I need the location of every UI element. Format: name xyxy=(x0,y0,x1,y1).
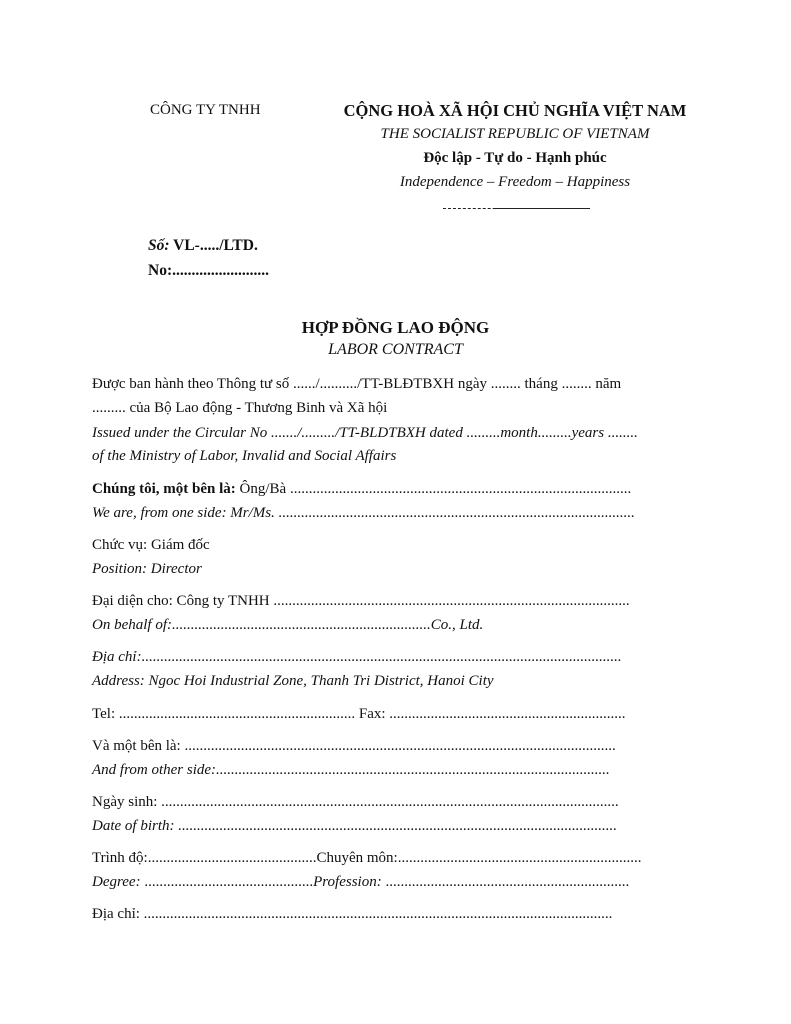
so-value: VL-...../LTD. xyxy=(169,237,258,254)
contract-number-en: No:......................... xyxy=(148,262,269,279)
party-a-vn xyxy=(92,481,631,498)
dob-vn: Ngày sinh: .......................................................................................................................... xyxy=(92,794,619,810)
issued-vn-line-1: Được ban hành theo Thông tư số ....../........../TT-BLĐTBXH ngày ........ tháng ........ năm xyxy=(92,376,622,392)
contract-number-vn xyxy=(148,237,258,255)
country-title-en: THE SOCIALIST REPUBLIC OF VIETNAM xyxy=(380,126,650,142)
dob-en: Date of birth: ..................................................................................................................... xyxy=(92,818,617,834)
party-b-vn: Và một bên là: ................................................................................................................... xyxy=(92,738,616,754)
document-title: HỢP ĐỒNG LAO ĐỘNG xyxy=(301,318,490,337)
address-en: Address: Ngoc Hoi Industrial Zone, Thanh Tri District, Hanoi City xyxy=(92,673,494,689)
party-a-rest: Ông/Bà ........................................................................................... xyxy=(235,481,632,497)
behalf-vn: Đại diện cho: Công ty TNHH ............................................................................................... xyxy=(92,593,630,609)
profession-label: Profession: xyxy=(313,874,382,890)
party-b-en: And from other side:......................................................................................................... xyxy=(92,762,610,778)
degree-en-label: Degree: xyxy=(92,874,141,890)
address-vn: Địa chỉ:................................................................................................................................ xyxy=(92,649,622,665)
header-divider-solid xyxy=(495,208,590,209)
motto-en: Independence – Freedom – Happiness xyxy=(399,174,631,190)
degree-en-dots: ............................................. xyxy=(140,874,314,890)
profession-dots: ................................................................. xyxy=(381,874,630,890)
so-label: Số: xyxy=(148,237,170,254)
issued-en-line-1: Issued under the Circular No ......./........./TT-BLDTBXH dated .........month.........years ........ xyxy=(92,425,638,441)
behalf-en: On behalf of:.....................................................................Co., Ltd. xyxy=(92,617,484,633)
motto: Độc lập - Tự do - Hạnh phúc xyxy=(423,150,607,166)
issued-vn-line-2: ......... của Bộ Lao động - Thương Binh và Xã hội xyxy=(92,400,388,416)
degree-vn: Trình độ:.............................................Chuyên môn:................................................................. xyxy=(92,850,642,866)
party-a-en: We are, from one side: Mr/Ms. ............................................................................................... xyxy=(92,505,635,521)
address2-vn: Địa chỉ: ............................................................................................................................. xyxy=(92,906,613,922)
tel-fax-line: Tel: ............................................................... Fax: ............................................................... xyxy=(92,706,626,722)
position-vn: Chức vụ: Giám đốc xyxy=(92,537,210,553)
party-a-label: Chúng tôi, một bên là: xyxy=(92,481,236,497)
document-subtitle: LABOR CONTRACT xyxy=(328,341,463,358)
position-en: Position: Director xyxy=(92,561,202,577)
degree-en xyxy=(92,874,629,891)
country-title: CỘNG HOÀ XÃ HỘI CHỦ NGHĨA VIỆT NAM xyxy=(343,101,687,120)
issued-en-line-2: of the Ministry of Labor, Invalid and Social Affairs xyxy=(92,448,397,464)
company-name: CÔNG TY TNHH xyxy=(150,102,261,118)
